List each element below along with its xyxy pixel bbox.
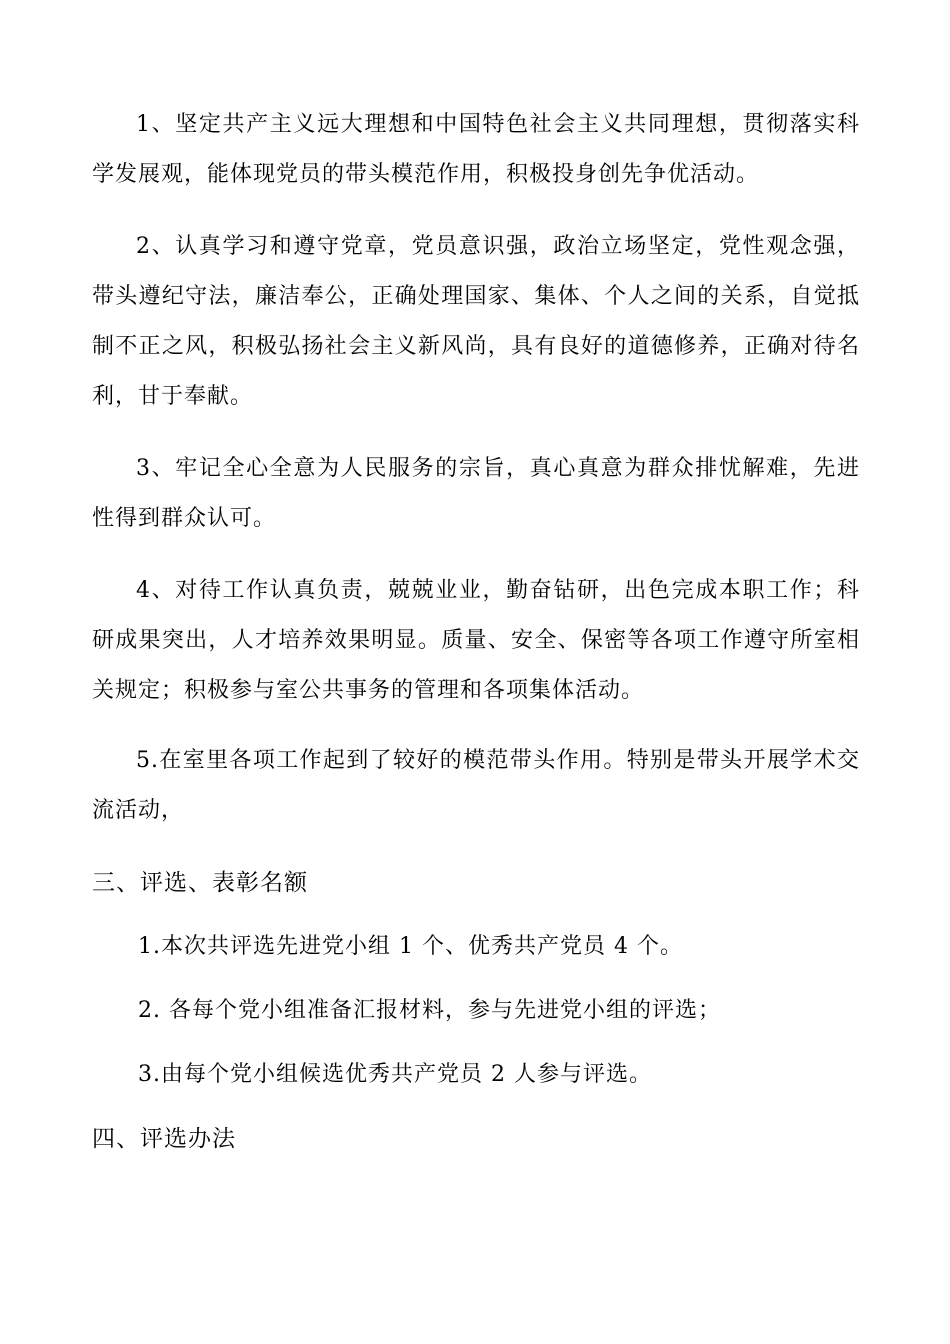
criterion-5: 5.在室里各项工作起到了较好的模范带头作用。特别是带头开展学术交流活动， — [92, 748, 860, 823]
criterion-4: 4、对待工作认真负责，兢兢业业，勤奋钻研，出色完成本职工作；科研成果突出，人才培养效果明显。质量、安全、保密等各项工作遵守所室相关规定；积极参与室公共事务的管理和各项集体活动。 — [92, 578, 860, 703]
quota-item-3: 3.由每个党小组候选优秀共产党员 2 人参与评选。 — [138, 1062, 652, 1087]
section-3-heading: 三、评选、表彰名额 — [92, 870, 308, 896]
criterion-3: 3、牢记全心全意为人民服务的宗旨，真心真意为群众排忧解难，先进性得到群众认可。 — [92, 456, 860, 531]
criterion-2: 2、认真学习和遵守党章，党员意识强，政治立场坚定，党性观念强，带头遵纪守法，廉洁奉公，正确处理国家、集体、个人之间的关系，自觉抵制不正之风，积极弘扬社会主义新风尚，具有良好的道德修养，正确对待名利，甘于奉献。 — [92, 234, 860, 409]
criterion-1: 1、坚定共产主义远大理想和中国特色社会主义共同理想，贯彻落实科学发展观，能体现党员的带头模范作用，积极投身创先争优活动。 — [92, 112, 860, 187]
section-4-heading: 四、评选办法 — [92, 1126, 236, 1152]
quota-item-1: 1.本次共评选先进党小组 1 个、优秀共产党员 4 个。 — [138, 934, 683, 959]
quota-item-2: 2. 各每个党小组准备汇报材料，参与先进党小组的评选； — [138, 998, 721, 1023]
